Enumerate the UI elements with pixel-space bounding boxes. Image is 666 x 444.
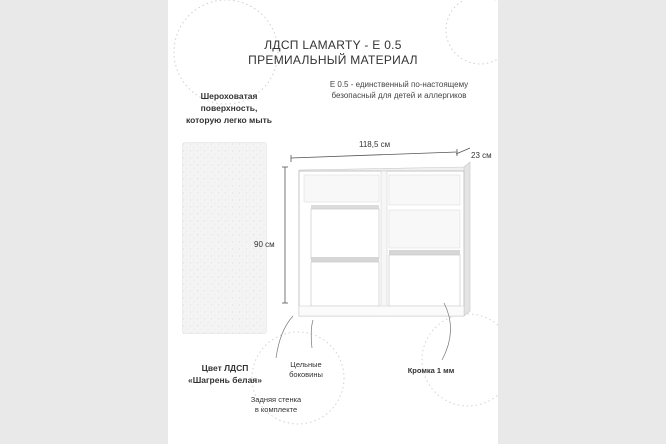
- color-line-2: «Шагрень белая»: [188, 375, 262, 385]
- surface-line-3: которую легко мыть: [186, 115, 272, 125]
- depth-dimension-line: [456, 148, 470, 154]
- center-divider: [381, 171, 387, 316]
- drawer-front-left-lower: [311, 262, 379, 306]
- title-line-2: ПРЕМИАЛЬНЫЙ МАТЕРИАЛ: [248, 53, 418, 67]
- title-line-1: ЛДСП LAMARTY - E 0.5: [264, 38, 402, 52]
- back-line-1: Задняя стенка: [250, 395, 302, 404]
- back-wall-caption: [236, 395, 316, 415]
- open-shelf-top-right: [389, 175, 460, 205]
- drawer-gap-3: [389, 250, 460, 255]
- sides-caption: [276, 360, 336, 380]
- color-caption: [170, 362, 280, 386]
- width-label: 118,5 см: [359, 140, 391, 149]
- back-wall-callout: [276, 316, 293, 358]
- plinth: [299, 306, 464, 316]
- surface-line-1: Шероховатая: [200, 91, 258, 101]
- back-line-2: в комплекте: [254, 405, 298, 414]
- height-label: 90 см: [254, 240, 275, 249]
- subtitle-line-1: E 0.5 - единственный по-настоящему: [329, 80, 469, 89]
- color-line-1: Цвет ЛДСП: [201, 363, 249, 373]
- open-shelf-top-left: [304, 175, 379, 202]
- drawer-front-left-upper: [311, 209, 379, 259]
- width-dimension-line: [291, 152, 457, 158]
- subtitle-line-2: безопасный для детей и аллергиков: [331, 91, 467, 100]
- right-side-depth: [464, 162, 470, 316]
- open-shelf-middle-right: [389, 210, 460, 248]
- product-card: [168, 0, 498, 444]
- drawer-gap-2: [311, 257, 379, 262]
- sides-line-1: Цельные: [290, 360, 322, 369]
- surface-line-2: поверхность,: [200, 103, 258, 113]
- sides-callout: [311, 320, 313, 348]
- sides-line-2: боковины: [289, 370, 323, 379]
- edge-caption: Кромка 1 мм: [407, 366, 455, 375]
- depth-label: 23 см: [471, 151, 492, 160]
- drawer-front-right: [389, 255, 460, 306]
